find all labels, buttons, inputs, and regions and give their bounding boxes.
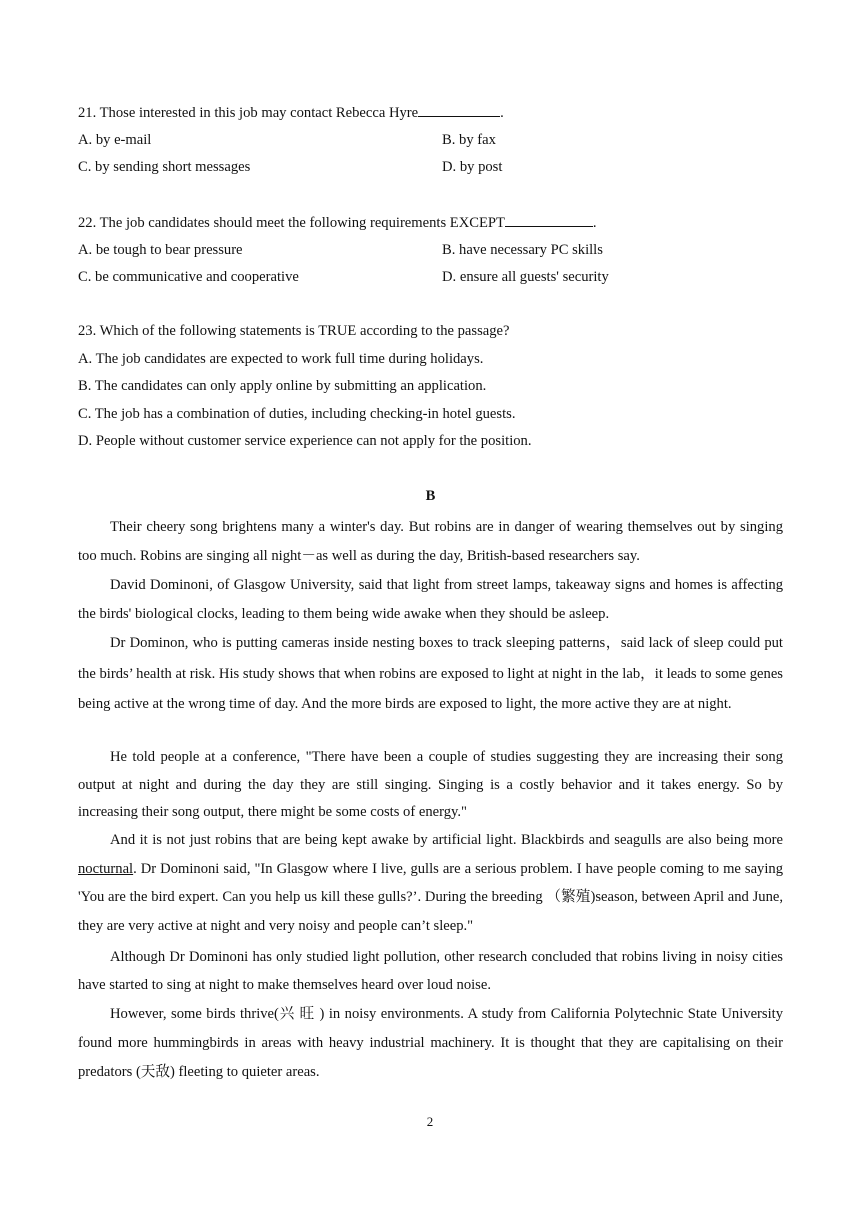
page-number: 2 bbox=[426, 1114, 434, 1129]
question-22-option-b: B. have necessary PC skills bbox=[442, 242, 603, 258]
question-21-option-a: A. by e-mail bbox=[78, 132, 152, 148]
section-title: B bbox=[425, 488, 436, 504]
question-23-stem: 23. Which of the following statements is TRUE according to the passage? bbox=[78, 323, 510, 339]
question-21-option-c: C. by sending short messages bbox=[78, 159, 251, 175]
question-22-stem: 22. The job candidates should meet the following requirements EXCEPT bbox=[78, 215, 505, 231]
question-23-option-a: A. The job candidates are expected to work full time during holidays. bbox=[78, 351, 484, 367]
question-22-option-c: C. be communicative and cooperative bbox=[78, 269, 299, 285]
question-21-option-b: B. by fax bbox=[442, 132, 496, 148]
passage-paragraph-6: Although Dr Dominoni has only studied light pollution, other research concluded that robins living in noisy cities have started to sing at night to make themselves heard over loud noise. bbox=[78, 949, 783, 993]
underlined-word: nocturnal bbox=[78, 860, 134, 877]
question-23-option-c: C. The job has a combination of duties, including checking-in hotel guests. bbox=[78, 406, 516, 422]
passage-paragraph-7: However, some birds thrive(兴 旺 ) in noisy environments. A study from California Polytechnic State University found more hummingbirds in areas with heavy industrial machinery. It is thought that they are capitalising on their predators (天敌) fleeting to quieter areas. bbox=[78, 1006, 783, 1080]
question-21: 21. Those interested in this job may contact Rebecca Hyre . bbox=[78, 102, 783, 123]
answer-blank bbox=[505, 212, 593, 227]
passage-paragraph-4: He told people at a conference, "There have been a couple of studies suggesting they are increasing their song output at night and during the day they are still singing. Singing is a costly behavior and it takes energy. So by increasing their song output, there might be some costs of energy." bbox=[78, 749, 783, 820]
passage-paragraph-3: Dr Dominon, who is putting cameras inside nesting boxes to track sleeping patterns，said lack of sleep could put the birds’ health at risk. His study shows that when robins are exposed to light at night in the lab，it leads to some genes being active at the wrong time of day. And the more birds are exposed to light, the more active they are at night. bbox=[78, 635, 783, 712]
passage-paragraph-5: And it is not just robins that are being kept awake by artificial light. Blackbirds and seagulls are also being more nocturnal. Dr Dominoni said, "In Glasgow where I live, gulls are a serious problem. I have people coming to me saying 'You are the bird expert. Can you help us kill these gulls?’. During the breeding （繁殖)season, between April and June, they are very active at night and very noisy and people can’t sleep." bbox=[78, 832, 783, 934]
question-21-stem: 21. Those interested in this job may contact Rebecca Hyre bbox=[78, 105, 419, 121]
question-22: 22. The job candidates should meet the following requirements EXCEPT . bbox=[78, 212, 783, 233]
passage-paragraph-2: David Dominoni, of Glasgow University, said that light from street lamps, takeaway signs and homes is affecting the birds' biological clocks, leading to them being wide awake when they should be asleep. bbox=[78, 577, 783, 622]
question-21-option-d: D. by post bbox=[442, 159, 503, 175]
question-22-option-d: D. ensure all guests' security bbox=[442, 269, 609, 285]
question-23-option-b: B. The candidates can only apply online by submitting an application. bbox=[78, 378, 487, 394]
passage-paragraph-1: Their cheery song brightens many a winter's day. But robins are in danger of wearing themselves out by singing too much. Robins are singing all night－as well as during the day, British-based researchers say. bbox=[78, 519, 783, 564]
answer-blank bbox=[418, 102, 500, 117]
question-22-option-a: A. be tough to bear pressure bbox=[78, 242, 243, 258]
question-23-option-d: D. People without customer service experience can not apply for the position. bbox=[78, 433, 532, 449]
